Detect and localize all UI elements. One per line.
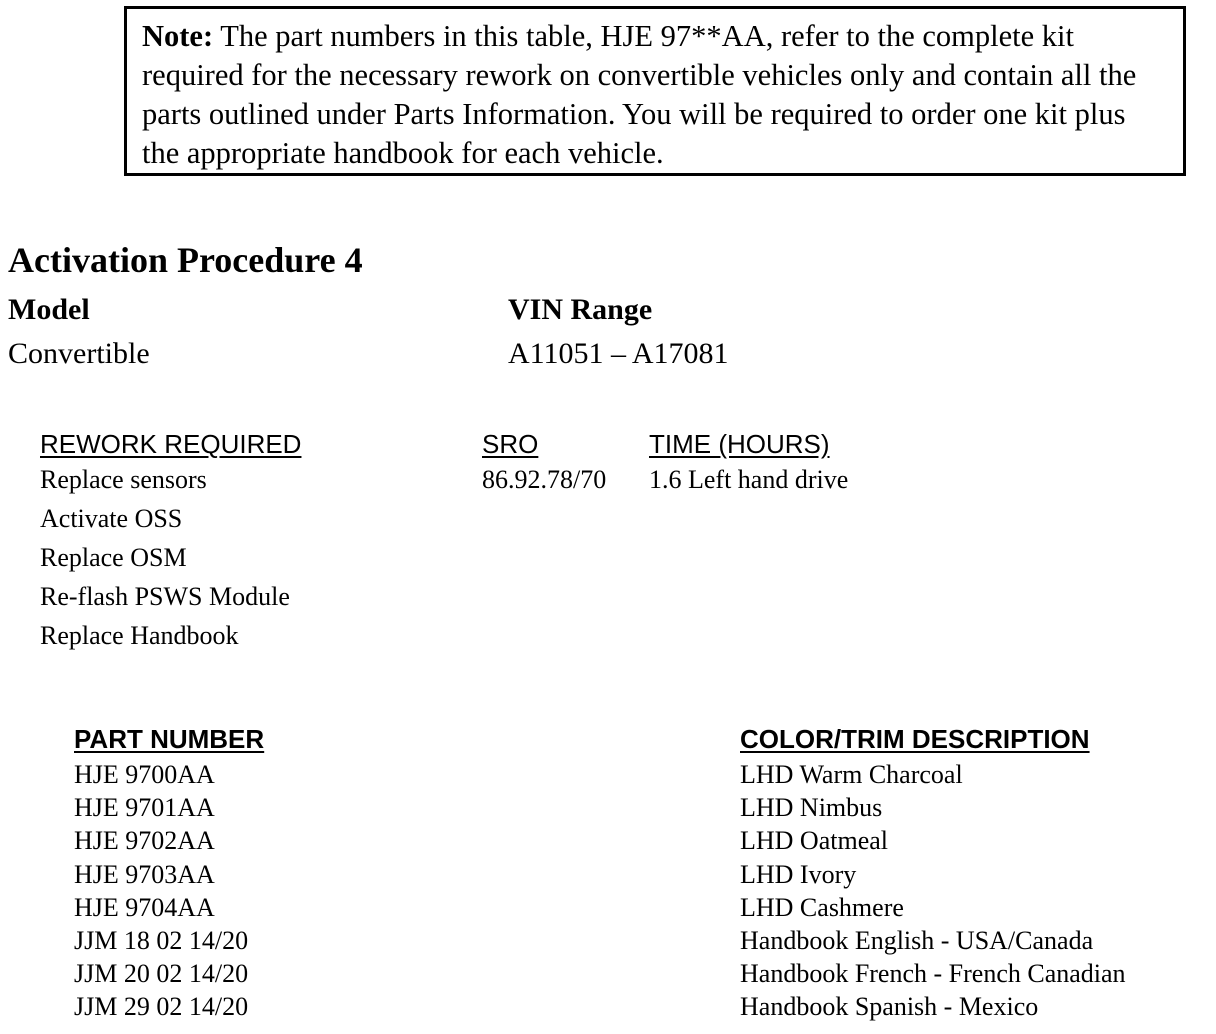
- sro-header: SRO: [482, 429, 539, 459]
- model-value: Convertible: [8, 337, 150, 370]
- part-number-header: PART NUMBER: [74, 724, 265, 754]
- part-number-cell: HJE 9702AA: [74, 826, 215, 856]
- note-text: The part numbers in this table, HJE 97**AA, refer to the complete kit required for the necessary rework on convertible vehicles only and contain all the parts outlined under Parts Information. You will be required to order one kit plus the appropriate handbook for each vehicle.: [142, 19, 1137, 170]
- color-trim-column: [740, 759, 1126, 1025]
- vin-range-header: VIN Range: [508, 293, 653, 326]
- color-trim-cell: Handbook English - USA/Canada: [740, 925, 1094, 955]
- color-trim-cell: Handbook Spanish - Mexico: [740, 992, 1039, 1022]
- color-trim-cell: LHD Ivory: [740, 859, 857, 889]
- note-box: [124, 6, 1186, 176]
- part-number-column: [74, 759, 248, 1025]
- vin-range-value: A11051 – A17081: [508, 337, 729, 370]
- sro-value: 86.92.78/70: [482, 465, 607, 494]
- section-title: Activation Procedure 4: [8, 240, 363, 280]
- part-number-cell: HJE 9704AA: [74, 892, 215, 922]
- rework-list: [40, 462, 290, 657]
- part-number-cell: HJE 9700AA: [74, 760, 215, 789]
- part-number-cell: JJM 20 02 14/20: [74, 959, 249, 989]
- color-trim-cell: LHD Oatmeal: [740, 826, 889, 856]
- color-trim-header: COLOR/TRIM DESCRIPTION: [740, 724, 1090, 754]
- part-number-cell: HJE 9701AA: [74, 793, 215, 823]
- time-value: 1.6 Left hand drive: [649, 465, 849, 494]
- rework-item: Re-flash PSWS Module: [40, 582, 290, 611]
- color-trim-cell: LHD Cashmere: [740, 892, 904, 922]
- rework-required-header: REWORK REQUIRED: [40, 429, 302, 459]
- part-number-cell: JJM 29 02 14/20: [74, 992, 249, 1022]
- color-trim-cell: LHD Warm Charcoal: [740, 760, 963, 789]
- time-hours-header: TIME (HOURS): [649, 429, 830, 459]
- model-header: Model: [8, 293, 90, 326]
- part-number-cell: HJE 9703AA: [74, 859, 215, 889]
- part-number-cell: JJM 18 02 14/20: [74, 925, 249, 955]
- color-trim-cell: Handbook French - French Canadian: [740, 959, 1126, 989]
- color-trim-cell: LHD Nimbus: [740, 793, 883, 823]
- rework-item: Replace OSM: [40, 543, 187, 572]
- rework-item: Replace Handbook: [40, 621, 239, 650]
- rework-item: Activate OSS: [40, 504, 183, 533]
- rework-item: Replace sensors: [40, 465, 207, 494]
- note-label: Note:: [142, 19, 214, 53]
